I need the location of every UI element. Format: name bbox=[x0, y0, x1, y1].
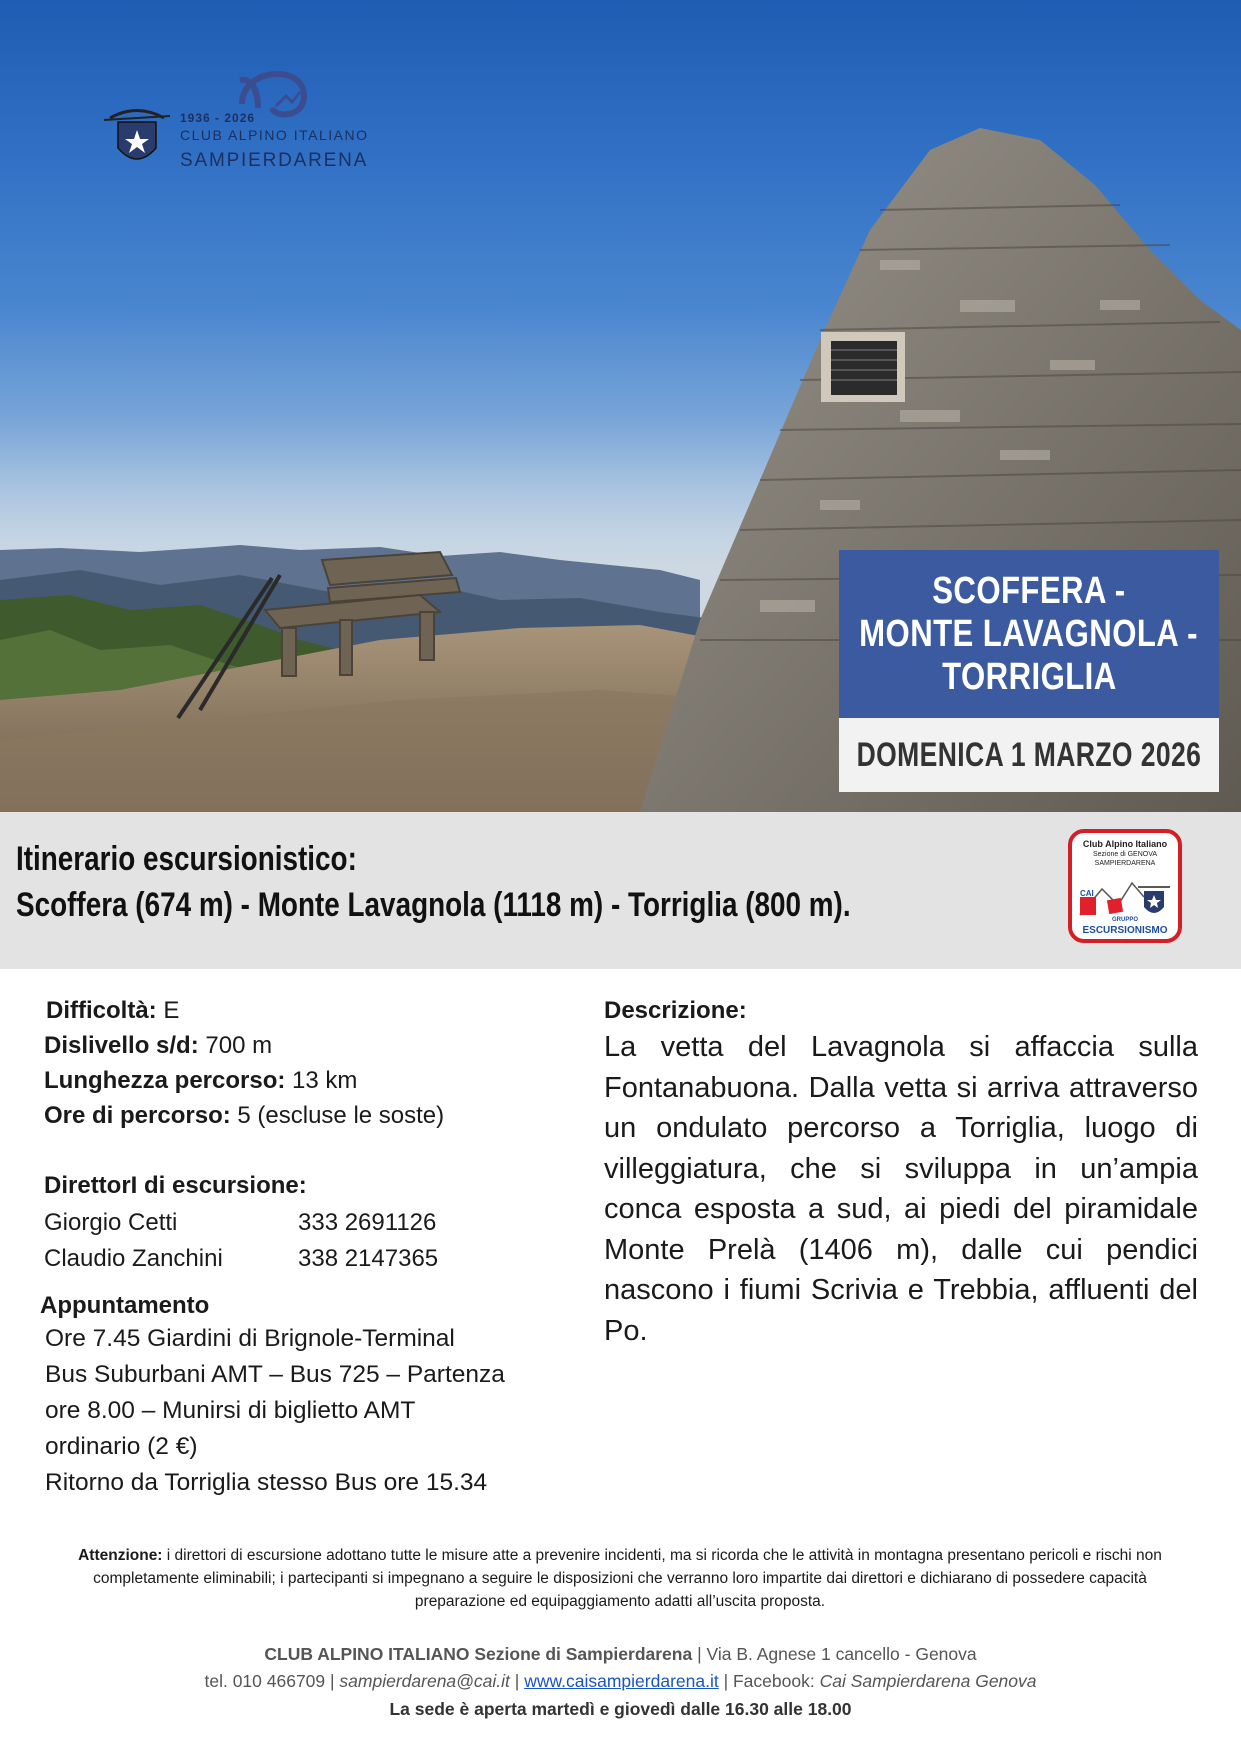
elevation-value: 700 m bbox=[198, 1032, 273, 1059]
footer-fb-label: | Facebook: bbox=[718, 1671, 820, 1691]
itinerary-heading: Itinerario escursionistico: bbox=[16, 840, 357, 878]
hours-label: Ore di percorso: bbox=[44, 1102, 231, 1129]
length-row bbox=[44, 1067, 357, 1095]
directors-heading: DirettorI di escursione: bbox=[44, 1172, 307, 1199]
footer-tel: tel. 010 466709 | bbox=[204, 1671, 340, 1691]
badge-name: ESCURSIONISMO bbox=[1082, 925, 1168, 936]
elevation-row bbox=[44, 1032, 272, 1060]
footer-org: CLUB ALPINO ITALIANO Sezione di Sampierdarena bbox=[264, 1644, 693, 1664]
description-text: La vetta del Lavagnola si affaccia sulla Fontanabuona. Dalla vetta si arriva attraverso un ondulato percorso a Torriglia, luogo di villeggiatura, che si sviluppa in un’ampia conca esposta a sud, ai piedi del piramidale Monte Prelà (1406 m), dalle cui pendici nascono i fiumi Scrivia e Trebbia, affluenti del Po. bbox=[604, 1031, 1198, 1347]
event-date: DOMENICA 1 MARZO 2026 bbox=[856, 735, 1202, 774]
event-date-panel bbox=[839, 718, 1219, 792]
footer-sep: | bbox=[509, 1671, 525, 1691]
footer-hours: La sede è aperta martedì e giovedì dalle 16.30 alle 18.00 bbox=[389, 1699, 852, 1719]
safety-notice bbox=[70, 1544, 1170, 1613]
footer-contact-line bbox=[0, 1671, 1241, 1692]
difficulty-label: Difficoltà: bbox=[46, 997, 157, 1024]
director-name: Claudio Zanchini bbox=[44, 1245, 223, 1272]
badge-line3: SAMPIERDARENA bbox=[1094, 860, 1156, 867]
appointment-line: Bus Suburbani AMT – Bus 725 – Partenza bbox=[45, 1361, 505, 1388]
footer-website-link[interactable]: www.caisampierdarena.it bbox=[524, 1671, 719, 1691]
event-title-line: MONTE LAVAGNOLA - bbox=[859, 612, 1199, 655]
appointment-body bbox=[45, 1321, 545, 1501]
appointment-line: ordinario (2 €) bbox=[45, 1433, 198, 1460]
notice-text: i direttori di escursione adottano tutte le misure atte a prevenire incidenti, ma si ricorda che le attività in montagna presentano pericoli e rischi non completamente eliminabili; i partecipanti si impegnano a seguire le disposizioni che verranno loro impartite dai direttori e dichiarano di possedere capacità preparazione ed equipaggiamento adatti all’uscita proposta. bbox=[93, 1547, 1162, 1610]
badge-line1: Club Alpino Italiano bbox=[1082, 839, 1168, 849]
footer-facebook[interactable]: Cai Sampierdarena Genova bbox=[819, 1671, 1037, 1691]
logo-years: 1936 - 2026 bbox=[180, 111, 256, 125]
badge-gruppo: GRUPPO bbox=[1111, 917, 1138, 923]
itinerary-route: Scoffera (674 m) - Monte Lavagnola (1118 m) - Torriglia (800 m). bbox=[16, 886, 851, 924]
description-heading: Descrizione: bbox=[604, 997, 747, 1024]
difficulty-value: E bbox=[156, 997, 180, 1024]
elevation-label: Dislivello s/d: bbox=[44, 1032, 199, 1059]
badge-cai-text: CAI bbox=[1080, 889, 1094, 898]
director-phone: 338 2147365 bbox=[298, 1245, 439, 1272]
event-title-line: TORRIGLIA bbox=[941, 655, 1117, 698]
appointment-heading: Appuntamento bbox=[40, 1292, 210, 1319]
length-value: 13 km bbox=[285, 1067, 358, 1094]
event-title-panel bbox=[839, 550, 1219, 718]
appointment-line: Ritorno da Torriglia stesso Bus ore 15.34 bbox=[45, 1469, 488, 1496]
director-phone: 333 2691126 bbox=[298, 1209, 437, 1236]
footer-org-line bbox=[0, 1644, 1241, 1665]
appointment-line: ore 8.00 – Munirsi di biglietto AMT bbox=[45, 1397, 416, 1424]
notice-label: Attenzione: bbox=[78, 1547, 163, 1564]
hero-photo bbox=[0, 0, 1241, 812]
badge-line2: Sezione di GENOVA bbox=[1092, 851, 1158, 858]
event-title-line: SCOFFERA - bbox=[932, 569, 1126, 612]
hours-value: 5 (escluse le soste) bbox=[230, 1102, 445, 1129]
cai-sampierdarena-logo bbox=[100, 58, 380, 178]
difficulty-row bbox=[46, 997, 179, 1025]
footer-address: | Via B. Agnese 1 cancello - Genova bbox=[692, 1644, 977, 1664]
hours-row bbox=[44, 1102, 444, 1130]
length-label: Lunghezza percorso: bbox=[44, 1067, 286, 1094]
logo-org: CLUB ALPINO ITALIANO bbox=[180, 127, 369, 143]
logo-section: SAMPIERDARENA bbox=[180, 150, 369, 171]
director-name: Giorgio Cetti bbox=[44, 1209, 178, 1236]
gruppo-escursionismo-badge bbox=[1068, 829, 1182, 943]
footer-email[interactable]: sampierdarena@cai.it bbox=[339, 1671, 510, 1691]
appointment-line: Ore 7.45 Giardini di Brignole-Terminal bbox=[45, 1325, 455, 1352]
